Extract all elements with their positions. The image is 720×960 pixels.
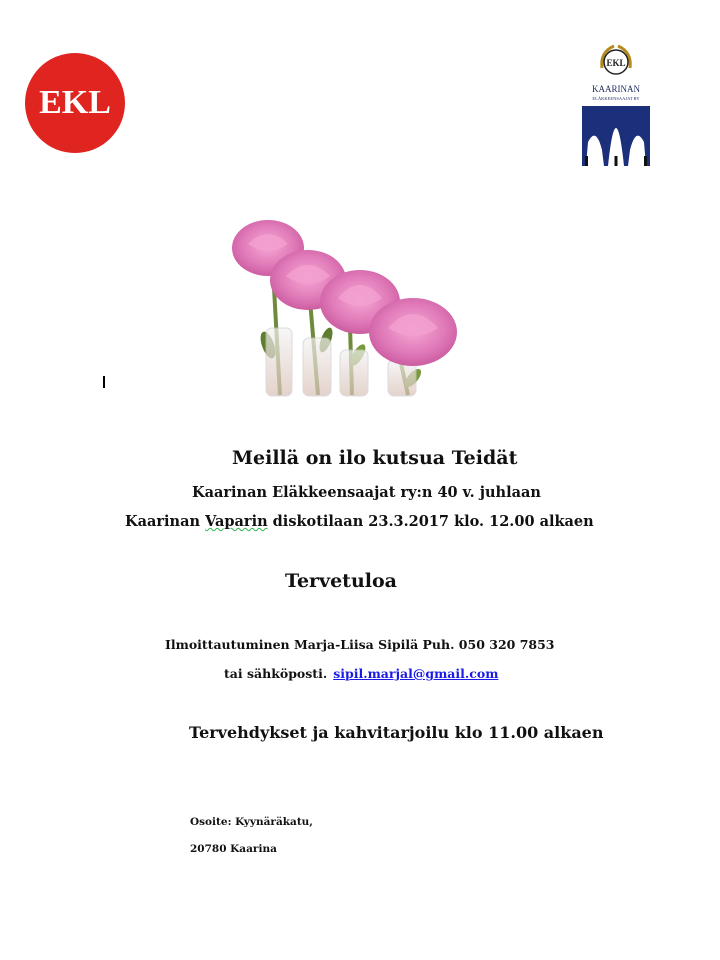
- ekl-logo: [25, 53, 125, 153]
- invitation-event-line: Kaarinan Eläkkeensaajat ry:n 40 v. juhlaan: [192, 484, 541, 501]
- roses-photo: [228, 210, 466, 400]
- email-link[interactable]: sipil.marjal@gmail.com: [333, 666, 499, 681]
- invitation-heading: Meillä on ilo kutsua Teidät: [232, 447, 518, 469]
- address-street: Osoite: Kyynäräkatu,: [190, 816, 313, 828]
- venue-spellcheck-word: Vaparin: [205, 513, 268, 530]
- venue-text-after: diskotilaan 23.3.2017 klo. 12.00 alkaen: [267, 513, 594, 530]
- svg-text:KAARINAN: KAARINAN: [592, 84, 640, 94]
- text-cursor: [103, 376, 105, 388]
- venue-text-before: Kaarinan: [125, 513, 206, 530]
- email-line: [224, 666, 498, 681]
- registration-text: Ilmoittautuminen Marja-Liisa Sipilä Puh. 050 320 7853: [165, 637, 555, 652]
- ekl-logo-text: EKL: [39, 84, 111, 121]
- welcome-text: Tervetuloa: [285, 570, 397, 592]
- email-label: tai sähköposti.: [224, 666, 328, 681]
- kaarinan-logo: [580, 38, 652, 170]
- coffee-text: Tervehdykset ja kahvitarjoilu klo 11.00 alkaen: [189, 723, 604, 742]
- svg-text:EKL: EKL: [606, 58, 626, 68]
- address-postcode: 20780 Kaarina: [190, 843, 277, 855]
- kaarinan-emblem-icon: [580, 38, 652, 170]
- invitation-venue-line: [125, 513, 594, 530]
- roses-illustration-icon: [228, 210, 466, 400]
- svg-text:ELÄKKEENSAAJAT RY: ELÄKKEENSAAJAT RY: [592, 96, 640, 101]
